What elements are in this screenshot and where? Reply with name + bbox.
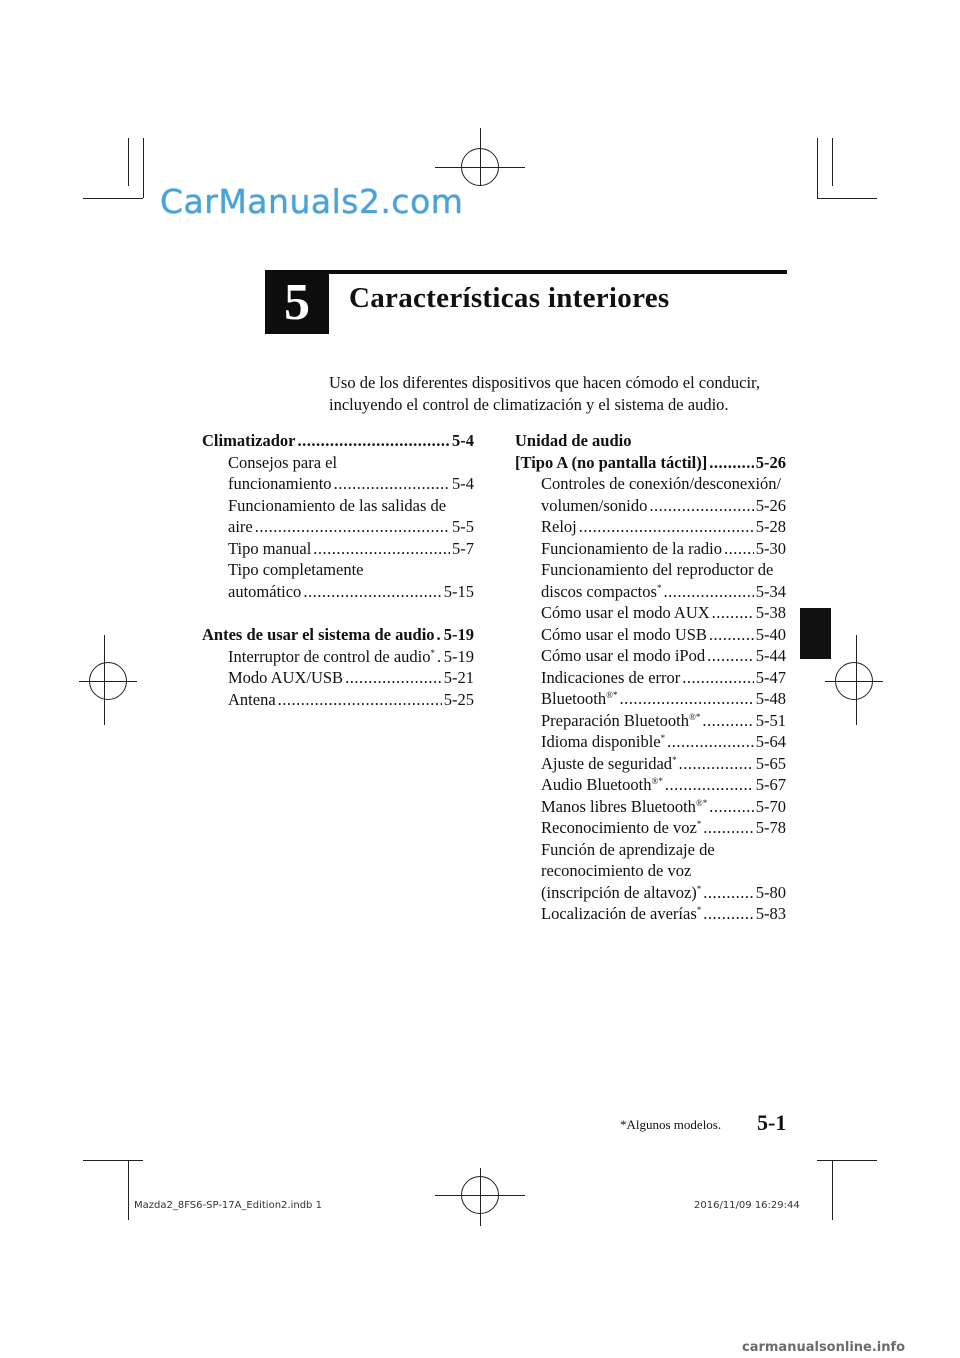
toc-entry-title: aire [228, 517, 253, 536]
toc-page-number: 5-21 [443, 668, 474, 687]
toc-page-number: 5-30 [755, 538, 786, 558]
toc-entry-interruptor[interactable] [202, 646, 474, 668]
footnote: *Algunos modelos. [620, 1117, 722, 1132]
crop-mark [817, 138, 818, 198]
chapter-thumb-tab [800, 608, 831, 659]
toc-entry-title: Localización de averías [541, 904, 697, 923]
crop-mark [856, 635, 857, 725]
toc-page-number: 5-4 [452, 474, 474, 493]
toc-entry-antena[interactable] [202, 689, 474, 711]
toc-page-number: 5-51 [755, 710, 786, 730]
toc-entry-seguridad[interactable] [515, 753, 786, 775]
toc-entry-title: Modo AUX/USB [228, 668, 344, 687]
toc-entry-title: Antes de usar el sistema de audio [202, 625, 435, 644]
toc-entry-title: Cómo usar el modo AUX [541, 603, 710, 622]
toc-entry-consejos[interactable] [202, 473, 474, 495]
toc-section-audio[interactable] [202, 624, 474, 646]
asterisk-mark: * [696, 883, 702, 894]
toc-page-number: 5-15 [443, 581, 474, 601]
toc-entry-title: Tipo manual [228, 538, 312, 558]
toc-page-number: 5-48 [755, 689, 786, 708]
crop-mark [832, 1160, 833, 1220]
toc-page-number: 5-26 [755, 495, 786, 515]
toc-entry-preparacion-bluetooth[interactable] [515, 710, 786, 732]
toc-page-number: 5-83 [755, 904, 786, 923]
toc-entry-modo-aux[interactable] [515, 602, 786, 624]
toc-entry-automatico[interactable] [202, 581, 474, 603]
toc-entry-line: Controles de conexión/desconexión/ [541, 474, 782, 493]
toc-entry-title: automático [228, 581, 302, 601]
print-file-name: Mazda2_8FS6-SP-17A_Edition2.indb 1 [134, 1200, 322, 1211]
toc-entry-title: Indicaciones de error [541, 667, 681, 687]
toc-entry-discos[interactable] [515, 581, 786, 603]
crop-mark [817, 198, 877, 199]
toc-page-number: 5-34 [755, 581, 786, 601]
toc-entry-title: funcionamiento [228, 474, 332, 493]
asterisk-mark: * [658, 776, 663, 786]
toc-page-number: 5-44 [755, 646, 786, 665]
toc-entry-title: Idioma disponible [541, 732, 661, 751]
toc-right-column [515, 430, 786, 925]
toc-entry-idioma[interactable] [515, 731, 786, 753]
toc-entry-title: Ajuste de seguridad [541, 753, 673, 773]
toc-page-number: 5-80 [755, 882, 786, 902]
toc-entry-salidas[interactable] [202, 516, 474, 538]
toc-entry-line: Funcionamiento del reproductor de [541, 560, 774, 579]
toc-entry-reconocimiento-voz[interactable] [515, 817, 786, 839]
toc-section-unidad-audio[interactable]: Unidad de audio [515, 431, 632, 450]
toc-entry-line: reconocimiento de voz [541, 861, 692, 880]
crop-mark [128, 1160, 129, 1220]
toc-entry-title: Audio Bluetooth [541, 775, 652, 794]
toc-entry-title: [Tipo A (no pantalla táctil)] [515, 452, 708, 472]
toc-entry-title: Climatizador [202, 431, 296, 450]
toc-page-number: 5-70 [755, 796, 786, 816]
toc-entry-line: Funcionamiento de las salidas de [228, 495, 447, 515]
toc-page-number: 5-38 [755, 603, 786, 622]
asterisk-mark: * [660, 733, 666, 743]
toc-section-climatizador[interactable] [202, 430, 474, 452]
chapter-title: Características interiores [349, 282, 670, 314]
toc-page-number: 5-64 [755, 732, 786, 751]
toc-page-number: 5-47 [755, 667, 786, 687]
toc-page-number: 5-7 [452, 538, 474, 558]
toc-page-number: 5-5 [452, 517, 474, 536]
toc-entry-averias[interactable] [515, 903, 786, 925]
registered-mark: ® [606, 690, 613, 700]
toc-entry-modo-ipod[interactable] [515, 645, 786, 667]
toc-section-tipo-a[interactable] [515, 452, 786, 474]
toc-entry-title: Bluetooth [541, 689, 607, 708]
toc-entry-manos-libres[interactable] [515, 796, 786, 818]
registered-mark: ® [651, 776, 659, 786]
toc-entry-inscripcion-altavoz[interactable] [515, 882, 786, 904]
toc-entry-aux-usb[interactable] [202, 667, 474, 689]
asterisk-mark: * [430, 647, 436, 658]
toc-entry-errores[interactable] [515, 667, 786, 689]
asterisk-mark: * [656, 582, 662, 593]
chapter-intro: Uso de los diferentes dispositivos que hacen cómodo el conducir, incluyendo el control de climatización y el sistema de audio. [329, 373, 760, 414]
crop-mark [83, 1160, 143, 1161]
asterisk-mark: * [696, 819, 702, 829]
watermark-logo: CarManuals2.com [160, 182, 464, 221]
toc-entry-title: Cómo usar el modo iPod [541, 646, 706, 665]
toc-entry-title: Cómo usar el modo USB [541, 624, 707, 644]
asterisk-mark: * [702, 797, 708, 808]
crop-mark [83, 198, 143, 199]
crop-mark [79, 681, 137, 682]
registered-mark: ® [689, 711, 696, 722]
crop-mark [817, 1160, 877, 1161]
asterisk-mark: * [612, 690, 618, 700]
toc-entry-title: Manos libres Bluetooth [541, 796, 696, 816]
toc-entry-line: Tipo completamente [228, 560, 364, 579]
toc-entry-title: Funcionamiento de la radio [541, 538, 722, 558]
toc-entry-audio-bluetooth[interactable] [515, 774, 786, 796]
crop-mark [104, 635, 105, 725]
crop-mark [143, 138, 144, 198]
toc-entry-title: volumen/sonido [541, 495, 648, 515]
toc-entry-controles[interactable] [515, 495, 786, 517]
chapter-title-rule [329, 270, 787, 274]
toc-entry-line: Función de aprendizaje de [541, 839, 715, 859]
asterisk-mark: * [696, 905, 702, 915]
toc-page-number: 5-19 [443, 625, 474, 644]
toc-entry-title: Reconocimiento de voz [541, 818, 697, 837]
toc-entry-tipo-manual[interactable] [202, 538, 474, 560]
toc-page-number: 5-28 [755, 517, 786, 536]
toc-entry-title: discos compactos [541, 581, 657, 601]
crop-mark [832, 138, 833, 186]
crop-mark [128, 138, 129, 186]
toc-page-number: 5-78 [755, 818, 786, 837]
toc-page-number: 5-65 [755, 753, 786, 773]
toc-left-column [202, 430, 474, 710]
toc-page-number: 5-25 [443, 689, 474, 709]
toc-entry-line: Consejos para el [228, 452, 338, 472]
toc-entry-radio[interactable] [515, 538, 786, 560]
crop-mark [825, 681, 883, 682]
toc-entry-modo-usb[interactable] [515, 624, 786, 646]
crop-mark [480, 1168, 481, 1226]
toc-entry-title: Antena [228, 689, 276, 709]
toc-page-number: 5-40 [755, 624, 786, 644]
asterisk-mark: * [695, 711, 701, 722]
chapter-number-badge: 5 [265, 270, 329, 334]
toc-entry-reloj[interactable] [515, 516, 786, 538]
crop-mark [480, 128, 481, 186]
toc-entry-title: Preparación Bluetooth [541, 710, 690, 730]
toc-page-number: 5-19 [443, 646, 474, 666]
watermark-footer: carmanualsonline.info [742, 1340, 906, 1355]
toc-entry-bluetooth[interactable] [515, 688, 786, 710]
page-number: 5-1 [757, 1110, 787, 1135]
toc-entry-title: Interruptor de control de audio [228, 646, 431, 666]
toc-page-number: 5-67 [755, 775, 786, 794]
toc-entry-title: (inscripción de altavoz) [541, 882, 697, 902]
toc-page-number: 5-26 [755, 452, 786, 472]
print-timestamp: 2016/11/09 16:29:44 [694, 1200, 800, 1211]
registered-mark: ® [695, 797, 703, 808]
toc-page-number: 5-4 [452, 431, 474, 450]
toc-entry-title: Reloj [541, 517, 577, 536]
asterisk-mark: * [672, 754, 677, 765]
